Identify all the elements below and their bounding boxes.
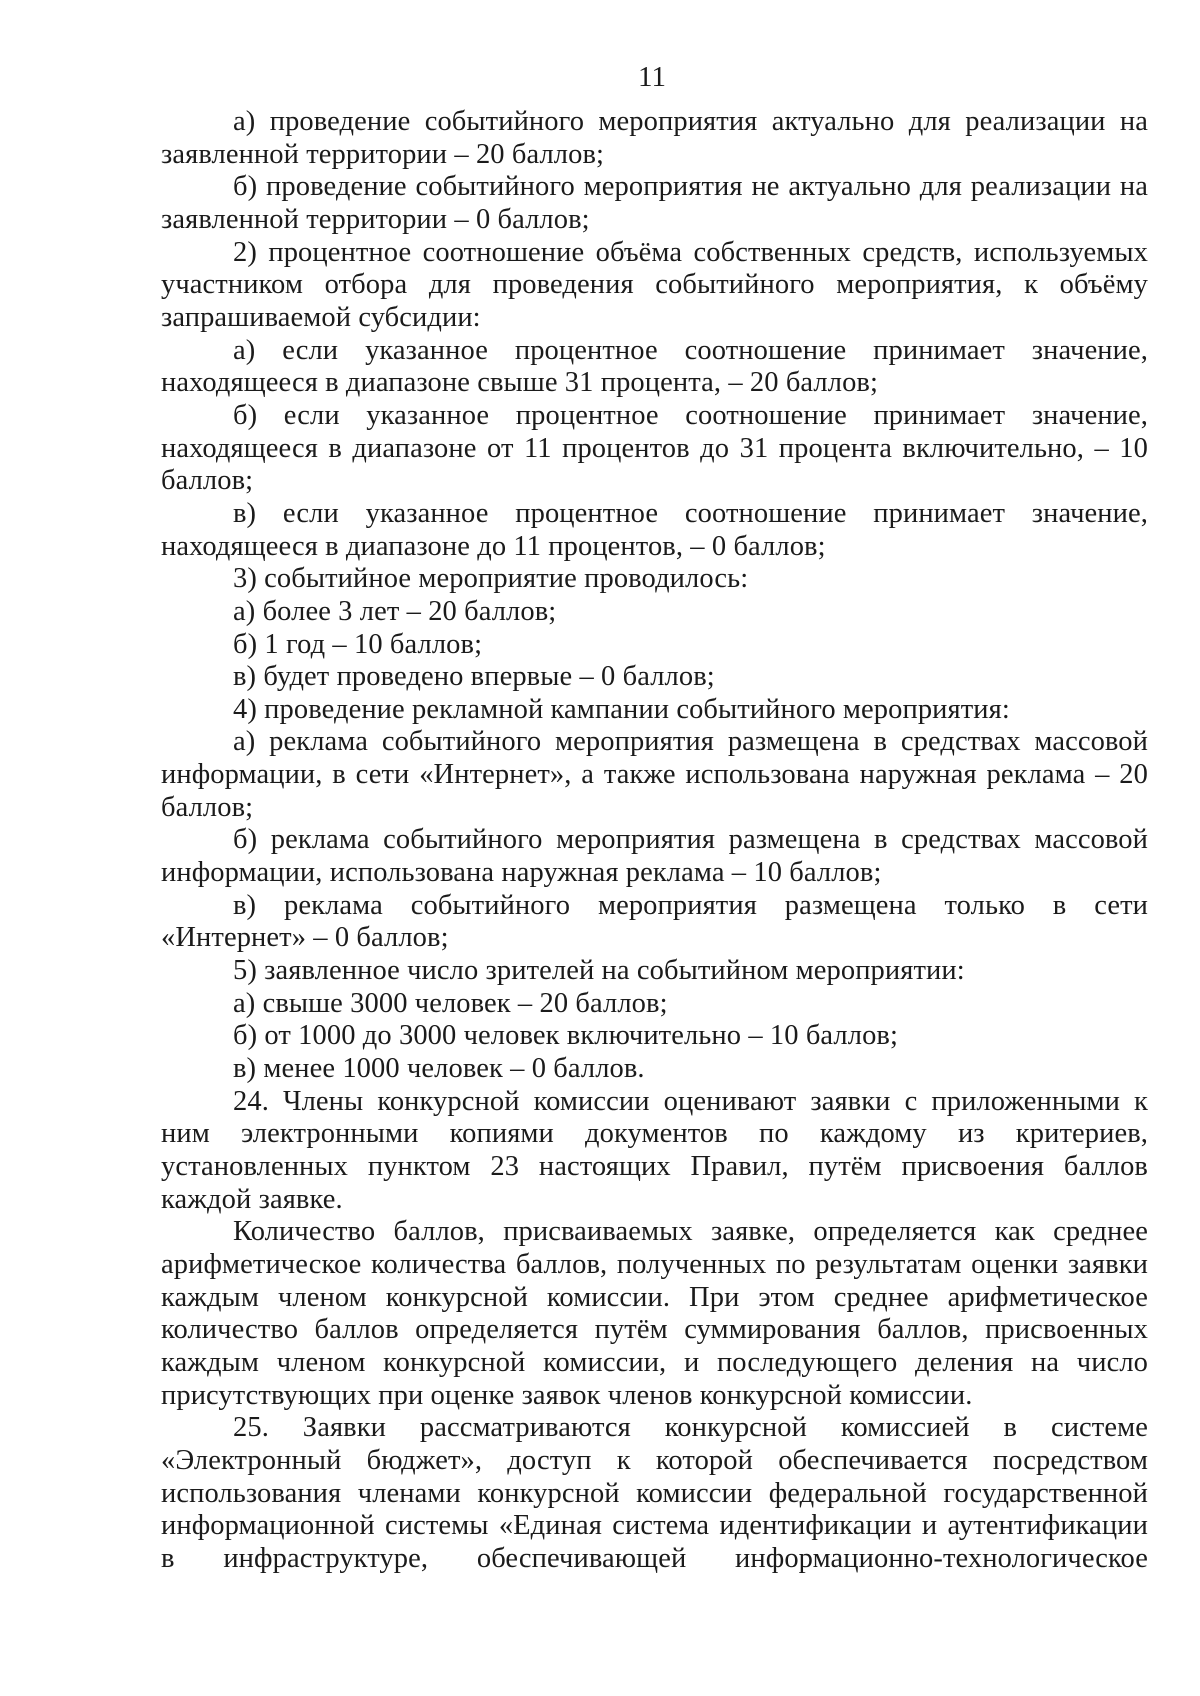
- paragraph-4v: в) реклама событийного мероприятия размещена только в сети «Интернет» – 0 баллов;: [161, 889, 1148, 954]
- paragraph-1a: а) проведение событийного мероприятия актуально для реализации на заявленной территории – 20 баллов;: [161, 106, 1148, 170]
- paragraph-5b: б) от 1000 до 3000 человек включительно – 10 баллов;: [233, 1020, 898, 1052]
- paragraph-24-scoring: Количество баллов, присваиваемых заявке, определяется как среднее арифметическое количества баллов, полученных по результатам оценки заявки каждым членом конкурсной комиссии. При этом среднее арифметическое количество баллов определяется путём суммирования баллов, присвоенных каждым членом конкурсной комиссии, и последующего деления на число присутствующих при оценке заявок членов конкурсной комиссии.: [161, 1216, 1148, 1411]
- paragraph-3: 3) событийное мероприятие проводилось:: [233, 563, 749, 595]
- paragraph-2: 2) процентное соотношение объёма собственных средств, используемых участником отбора для проведения событийного мероприятия, к объёму запрашиваемой субсидии:: [161, 236, 1148, 333]
- paragraph-3b: б) 1 год – 10 баллов;: [233, 628, 483, 660]
- paragraph-4b: б) реклама событийного мероприятия размещена в средствах массовой информации, использована наружная реклама – 10 баллов;: [161, 824, 1148, 889]
- paragraph-5a: а) свыше 3000 человек – 20 баллов;: [233, 987, 668, 1019]
- paragraph-24: 24. Члены конкурсной комиссии оценивают заявки с приложенными к ним электронными копиями документов по каждому из критериев, установленных пунктом 23 настоящих Правил, путём присвоения баллов каждой заявке.: [161, 1085, 1148, 1215]
- paragraph-5: 5) заявленное число зрителей на событийном мероприятии:: [233, 955, 965, 987]
- paragraph-2v: в) если указанное процентное соотношение принимает значение, находящееся в диапазоне до 11 процентов, – 0 баллов;: [161, 497, 1148, 562]
- paragraph-4a: а) реклама событийного мероприятия размещена в средствах массовой информации, в сети «Интернет», а также использована наружная реклама – 20 баллов;: [161, 726, 1148, 823]
- paragraph-2a: а) если указанное процентное соотношение принимает значение, находящееся в диапазоне свыше 31 процента, – 20 баллов;: [161, 334, 1148, 399]
- paragraph-3v: в) будет проведено впервые – 0 баллов;: [233, 661, 715, 693]
- paragraph-1b: б) проведение событийного мероприятия не актуально для реализации на заявленной территории – 0 баллов;: [161, 171, 1148, 235]
- paragraph-3a: а) более 3 лет – 20 баллов;: [233, 595, 557, 627]
- paragraph-5v: в) менее 1000 человек – 0 баллов.: [233, 1053, 645, 1085]
- paragraph-25: 25. Заявки рассматриваются конкурсной комиссией в системе «Электронный бюджет», доступ к которой обеспечивается посредством использования членами конкурсной комиссии федеральной государственной информационной системы «Единая система идентификации и аутентификации в инфраструктуре, обеспечивающей информационно-технологическое: [161, 1412, 1148, 1574]
- paragraph-2b: б) если указанное процентное соотношение принимает значение, находящееся в диапазоне от 11 процентов до 31 процента включительно, – 10 баллов;: [161, 399, 1148, 497]
- page-number: 11: [638, 61, 666, 93]
- document-body: [161, 106, 1148, 1576]
- paragraph-4: 4) проведение рекламной кампании событийного мероприятия:: [233, 693, 1010, 725]
